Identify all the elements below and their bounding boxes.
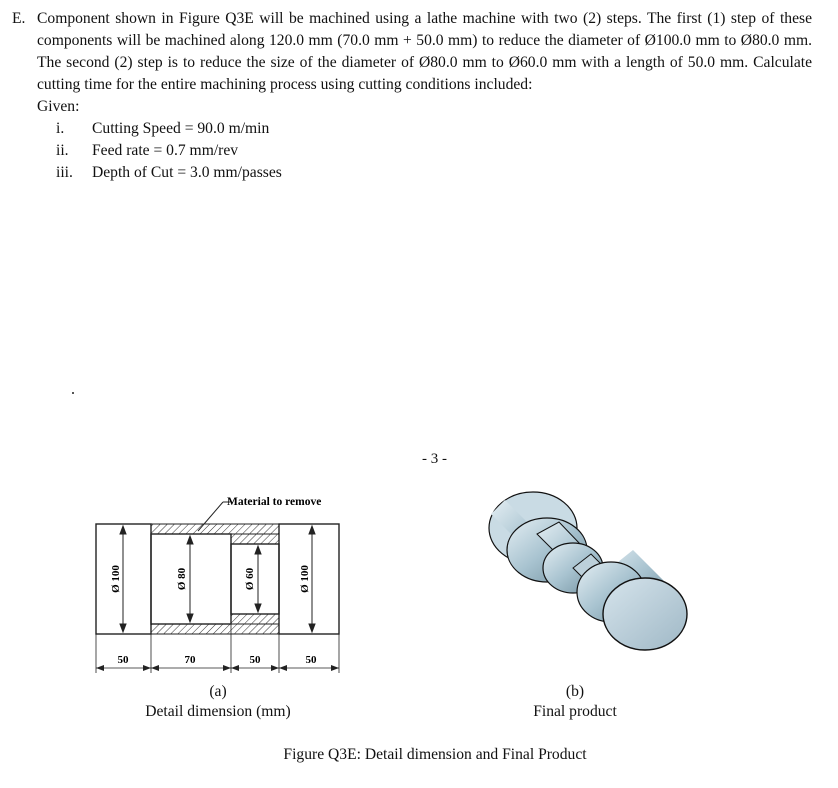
caption-b	[510, 682, 640, 722]
dim-length-4: 50	[305, 654, 317, 666]
dim-dia-100-right: Ø 100	[299, 565, 311, 593]
question-block	[12, 8, 812, 96]
condition-item	[56, 118, 282, 140]
condition-text: Depth of Cut = 3.0 mm/passes	[92, 164, 282, 181]
dim-dia-60: Ø 60	[244, 567, 256, 591]
hatch-bottom-step2	[231, 614, 279, 624]
condition-number: i.	[56, 120, 65, 137]
dim-length-1: 50	[117, 654, 129, 666]
hatch-top-step1	[151, 524, 279, 534]
question-text: Component shown in Figure Q3E will be machined using a lathe machine with two (2) steps. The first (1) step of these components will be machined along 120.0 mm (70.0 mm + 50.0 mm) to reduce the diameter of Ø100.0 mm to Ø80.0 mm. The second (2) step is to reduce the size of the diameter of Ø80.0 mm to Ø60.0 mm with a length of 50.0 mm. Calculate cutting time for the entire machining process using cutting conditions included:	[37, 10, 812, 93]
caption-a-label: (a)	[209, 683, 227, 700]
condition-text: Cutting Speed = 90.0 m/min	[92, 120, 270, 137]
condition-text: Feed rate = 0.7 mm/rev	[92, 142, 239, 159]
conditions-list	[56, 118, 282, 184]
condition-item	[56, 140, 282, 162]
step-80-outline	[151, 534, 231, 624]
given-label: Given:	[37, 98, 80, 115]
detail-dimension-drawing	[90, 488, 350, 688]
dim-length-2: 70	[184, 654, 196, 666]
condition-item	[56, 162, 282, 184]
question-letter: E.	[12, 10, 26, 27]
dim-dia-100-left: Ø 100	[110, 565, 122, 593]
caption-b-label: (b)	[565, 683, 585, 700]
figure-caption: Figure Q3E: Detail dimension and Final Product	[283, 746, 587, 763]
dim-dia-80: Ø 80	[176, 567, 188, 591]
dim-length-3: 50	[249, 654, 261, 666]
hatch-top-step2	[231, 534, 279, 544]
condition-number: ii.	[56, 142, 69, 159]
page-number: - 3 -	[422, 451, 447, 467]
hatch-bottom-step1	[151, 624, 279, 634]
material-to-remove-label: Material to remove	[227, 496, 322, 508]
caption-b-text: Final product	[533, 703, 617, 720]
stray-dot	[72, 392, 74, 394]
caption-a	[138, 682, 298, 722]
caption-a-text: Detail dimension (mm)	[145, 703, 291, 720]
final-product-render	[455, 488, 695, 678]
condition-number: iii.	[56, 164, 73, 181]
